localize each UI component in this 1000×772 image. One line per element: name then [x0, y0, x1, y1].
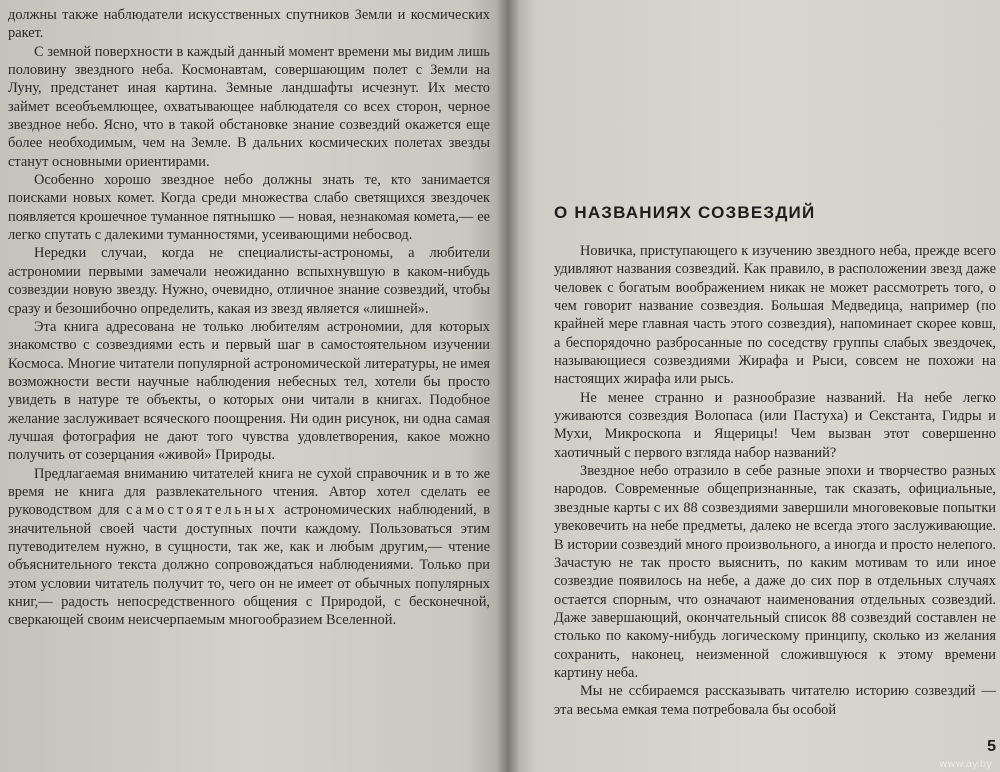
right-page — [508, 0, 1000, 772]
paragraph: Особенно хорошо звездное небо должны знать те, кто занимается поисками новых комет. Когда среди множества слабо светящихся звездочек появляется крошечное туманное пятнышко — новая, незнакомая комета,— ее легко спутать с далекими туманностями, усеивающими небосвод. — [8, 172, 490, 244]
paragraph: Новичка, приступающего к изучению звездного неба, прежде всего удивляют названия созвездий. Как правило, в расположении звезд даже человек с богатым воображением никак не может рассмотреть того, о чем говорит название созвездия. Большая Медведица, например (по крайней мере главная часть этого созвездия), напоминает скорее ковш, а беспорядочно разбросанные по соседству группы слабых звездочек, называющиеся созвездиями Жирафа и Рыси, совсем не похожи на настоящих жирафа или рысь. — [554, 243, 996, 388]
paragraph: Звездное небо отразило в себе разные эпохи и творчество разных народов. Современные общепризнанные, так сказать, официальные, звездные карты с их 88 созвездиями завершили многовековые попытки увековечить на небе предметы, далеко не всегда этого заслуживающие. В истории созвездий много произвольного, а иногда и просто нелепого. Зачастую не так просто выяснить, по каким мотивам то или иное созвездие появилось на небе, а даже до сих пор в отдельных случаях остается спорным, что означают наименования отдельных созвездий. Даже завершающий, окончательный список 88 созвездий составлен не столько по какому-нибудь логическому принципу, сколько из желания сохранить, наконец, неизменной сложившуюся к этому времени картину неба. — [554, 463, 996, 681]
watermark: www.ay.by — [939, 759, 992, 770]
paragraph — [8, 465, 490, 630]
paragraph: Эта книга адресована не только любителям астрономии, для которых знакомство с созвездиями есть и первый шаг в самостоятельном изучении Космоса. Многие читатели популярной астрономической литературы, не имея возможности вести научные наблюдения небесных тел, хотели бы просто увидеть в натуре те объекты, о которых они читали в книгах. Подобное желание заслуживает всяческого поощрения. Ни один рисунок, ни одна самая лучшая фотография не дают того чувства удовлетворения, какое можно получить от созерцания «живой» Природы. — [8, 318, 490, 464]
paragraph: Не менее странно и разнообразие названий. На небе легко уживаются созвездия Волопаса (или Пастуха) и Секстанта, Гидры и Мухи, Микроскопа и Ящерицы! Чем вызван этот совершенно хаотичный с первого взгляда набор названий? — [554, 389, 996, 461]
left-page-text — [8, 6, 490, 630]
chapter-heading: О НАЗВАНИЯХ СОЗВЕЗДИЙ — [554, 203, 816, 222]
paragraph: Нередки случаи, когда не специалисты-астрономы, а любители астрономии первыми замечали неожиданно вспыхнувшую в каком-нибудь созвездии новую звезду. Нужно, очевидно, отличное знание созвездий, чтобы сразу и безошибочно определить, какая из звезд является «лишней». — [8, 245, 490, 317]
spaced-emphasis: самостоятельных — [126, 502, 278, 519]
paragraph: Мы не ссбираемся рассказывать читателю историю созвездий — эта весьма емкая тема потребовала бы особой — [554, 683, 996, 718]
page-number: 5 — [987, 738, 996, 755]
paragraph: должны также наблюдатели искусственных спутников Земли и космических ракет. — [8, 7, 490, 42]
paragraph-part: астрономических наблюдений, в значительной своей части доступных почти каждому. Пользоваться этим путеводителем нужно, в сущности, так же, как и любым другим,— чтение объяснительного текста должно сопровождаться наблюдениями. Только при этом условии читатель получит то, чего он не имеет от обычных популярных книг,— радость непосредственного общения с Природой, с бесконечной, сверкающей своим неисчерпаемым многообразием Вселенной. — [8, 502, 490, 629]
paragraph-part: Предлагаемая вниманию читателей книга не сухой справочник и в то же время не книга для развлекательного чтения. Автор хотел сделать ее руководством для — [8, 465, 490, 519]
paragraph: С земной поверхности в каждый данный момент времени мы видим лишь половину звездного неба. Космонавтам, совершающим полет с Земли на Луну, предстанет иная картина. Земные ландшафты исчезнут. Их место займет всеобъемлющее, охватывающее наблюдателя со всех сторон, черное звездное небо. Ясно, что в такой обстановке знание созвездий окажется еще более необходимым, чем на Земле. В дальних космических полетах звезды станут основными ориентирами. — [8, 43, 490, 170]
right-page-text — [554, 242, 996, 719]
book-gutter — [496, 0, 520, 772]
